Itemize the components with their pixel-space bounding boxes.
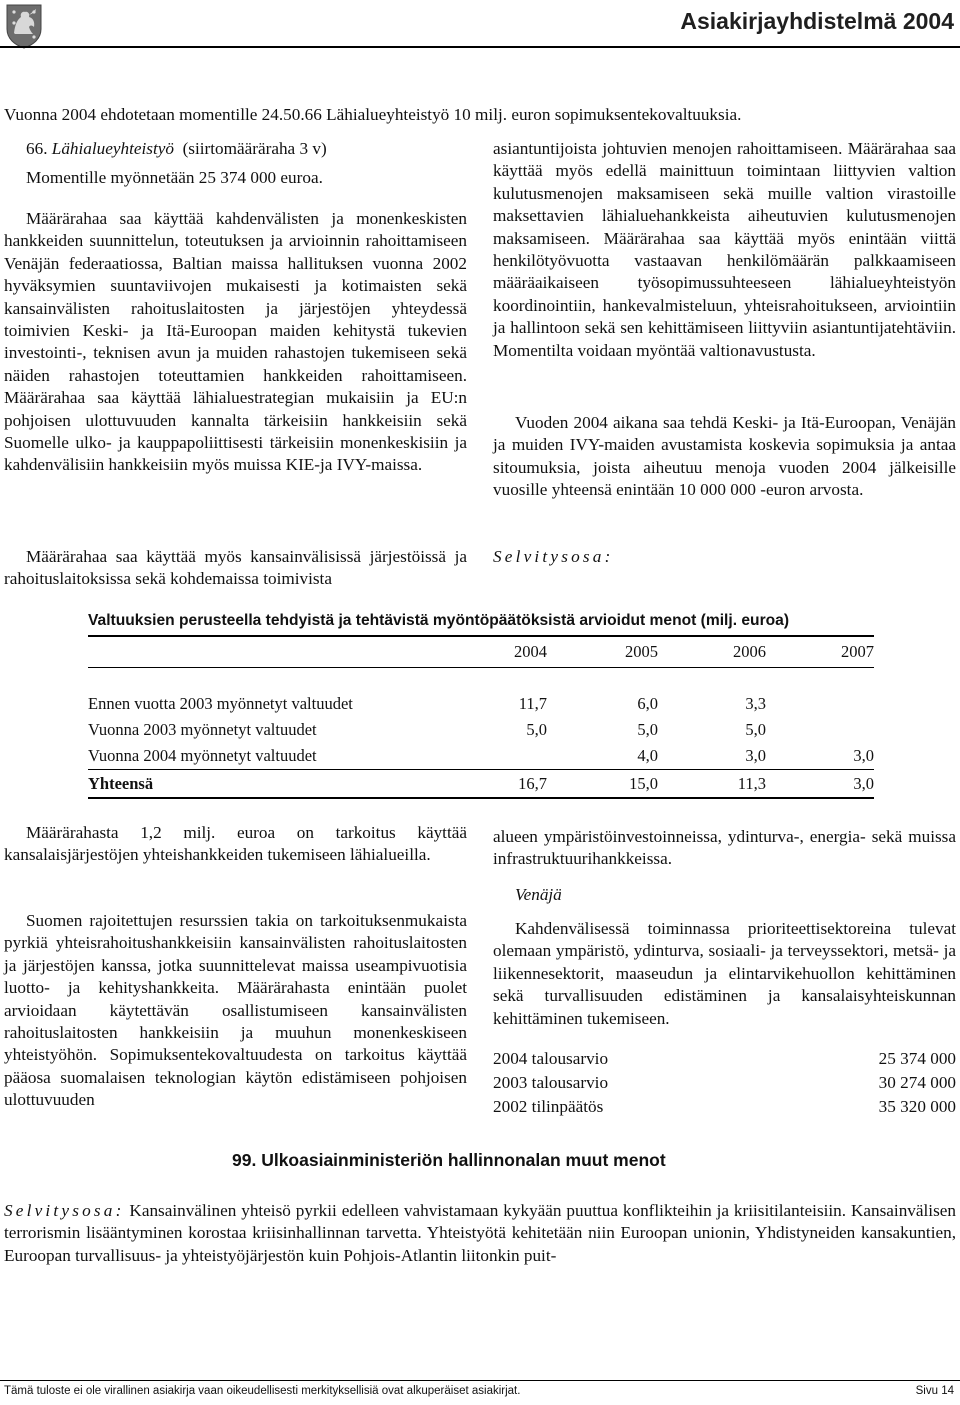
section-99-paragraph: [4, 1200, 956, 1267]
left-paragraph-2: Määrärahaa saa käyttää myös kansainvälisissä järjestöissä ja rahoituslaitoksissa sekä kohdemaissa toimivista: [4, 547, 467, 589]
budget-row-label: 2003 talousarvio: [493, 1073, 609, 1092]
table-row-label: Ennen vuotta 2003 myönnetyt valtuudet: [88, 694, 353, 713]
table-header-rule: [88, 667, 874, 668]
selvitysosa-label: Selvitysosa:: [4, 1201, 125, 1220]
budget-row-value: 35 320 000: [878, 1097, 956, 1116]
left-paragraph-1: Määrärahaa saa käyttää kahdenvälisten ja monenkeskisten hankkeiden suunnittelun, toteutuksen ja arvioinnin rahoittamiseen Venäjän federaatiossa, Baltian maissa hallituksen vuonna 2002 hyväksymien suuntaviivojen mukaisesti ja kotimaisten sekä kansainvälisten rahoituslaitosten ja järjestöjen yhteydessä toimivien Keski- ja Itä-Euroopan maiden kehitystä tukevien investointi-, teknisen avun ja muiden rahastojen tukemiseen sekä näiden rahastojen toteuttamien hankkeiden rahoittamiseen. Määrärahaa saa käyttää lähialuestrategian mukaisiin ja EU:n pohjoisen ulottuvuuden kannalta tärkeisiin hankkeisiin sekä Suomelle ulko- ja kauppapoliittisesti tärkeisiin monenkeskisiin ja kahdenvälisiin hankkeisiin myös muissa KIE-ja IVY-maissa.: [4, 209, 467, 475]
budget-row-label: 2002 tilinpäätös: [493, 1097, 604, 1116]
section-66-note: (siirtomääräraha 3 v): [182, 139, 327, 158]
page-number: Sivu 14: [915, 1385, 954, 1397]
right-paragraph-1: asiantuntijoista johtuvien menojen rahoittamiseen. Määrärahaa saa käyttää myös edellä mainittuun toimintaan liittyvien valtion kulutusmenojen maksamiseen sekä muille valtion virastoille maksettavien lähialuehankkeista aiheutuvien kulutusmenojen maksamiseen. Määrärahaa saa käyttää myös enintään viittä henkilötyövuotta vastaavan henkilömäärän palkkaamiseen määräaikaiseen työsopimussuhteeseen lähialueyhteistyön koordinointiin, hankevalmisteluun, yhteisrahoitukseen, arviointiin ja hallintoon sekä sen kehittämiseen liittyviin asiantuntijatehtäviin. Momentilta voidaan myöntää valtionavustusta.: [493, 139, 956, 360]
table-row-label: Vuonna 2004 myönnetyt valtuudet: [88, 746, 317, 765]
table-cell: 5,0: [745, 720, 766, 739]
right-paragraph-3: alueen ympäristöinvestoinneissa, ydinturva-, energia- sekä muissa infrastruktuurihankkeissa.: [493, 827, 956, 869]
table-cell: 3,0: [853, 746, 874, 765]
section-66-name: Lähialueyhteistyö: [51, 139, 174, 158]
table-total-cell: 11,3: [737, 774, 766, 793]
budget-row-label: 2004 talousarvio: [493, 1049, 609, 1068]
intro-text: Vuonna 2004 ehdotetaan momentille 24.50.66 Lähialueyhteistyö 10 milj. euron sopimuksentekovaltuuksia.: [4, 105, 742, 124]
table-total-cell: 15,0: [629, 774, 658, 793]
table-col-2006: 2006: [733, 642, 766, 661]
right-paragraph-4: Kahdenvälisessä toiminnassa prioriteettisektoreina tulevat olemaan ympäristö, ydinturva, sosiaali- ja terveyssektori, metsä- ja liikennesektorit, maaseudun ja elintarvikehuollon kehittäminen sekä turvallisuuden edistäminen ja kansalaisyhteiskunnan kehittäminen tukemiseen.: [493, 919, 956, 1028]
section-66-number: 66.: [26, 139, 48, 158]
table-row-label: Vuonna 2003 myönnetyt valtuudet: [88, 720, 317, 739]
left-paragraph-3: Määrärahasta 1,2 milj. euroa on tarkoitus käyttää kansalaisjärjestöjen yhteishankkeiden tukemiseen lähialueilla.: [4, 823, 467, 865]
table-title: Valtuuksien perusteella tehdyistä ja tehtävistä myöntöpäätöksistä arvioidut menot (milj. euroa): [88, 612, 790, 629]
header-divider: [0, 46, 960, 48]
right-paragraph-2: Vuoden 2004 aikana saa tehdä Keski- ja Itä-Euroopan, Venäjän ja muiden IVY-maiden avustamista koskevia sopimuksia ja antaa sitoumuksia, joista aiheutuu menoja vuoden 2004 jälkeisille vuosille yhteensä enintään 10 000 000 -euron arvosta.: [493, 413, 956, 500]
table-cell: 6,0: [637, 694, 658, 713]
document-title: Asiakirjayhdistelmä 2004: [680, 8, 954, 34]
table-cell: 4,0: [637, 746, 658, 765]
finnish-lion-emblem-icon: [5, 3, 43, 49]
table-col-2004: 2004: [514, 642, 547, 661]
section-99-heading: 99. Ulkoasiainministeriön hallinnonalan muut menot: [232, 1150, 666, 1170]
table-total-cell: 16,7: [518, 774, 547, 793]
table-cell: 5,0: [526, 720, 547, 739]
table-cell: 11,7: [518, 694, 547, 713]
budget-row-value: 30 274 000: [878, 1073, 956, 1092]
left-paragraph-4: Suomen rajoitettujen resurssien takia on tarkoituksenmukaista pyrkiä yhteisrahoitushankkeisiin kansainvälisten rahoituslaitosten ja järjestöjen kanssa, jotka suunnittelevat maissa useampivuotisia luotto- ja kehityshankkeita. Määrärahasta enintään puolet arvioidaan käytettävän osallistumiseen kansainvälisten rahoituslaitosten hankkeisiin ja muuhun monenkeskiseen yhteistyöhön. Sopimuksentekovaltuudesta on tarkoitus käyttää pääosa suomalaisen teknologian käytön edistämiseen pohjoisen ulottuvuuden: [4, 911, 467, 1110]
table-total-label: Yhteensä: [88, 774, 154, 793]
footer-divider: [0, 1380, 960, 1381]
table-total-rule: [88, 769, 874, 770]
table-col-2005: 2005: [625, 642, 658, 661]
section-99-text: Kansainvälinen yhteisö pyrkii edelleen vahvistamaan kykyään puuttua konflikteihin ja kriisitilanteisiin. Kansainvälisen terrorismin lisääntyminen korostaa kriisinhallinnan tarvetta. Yhteistyötä kehitetään niin Euroopan unionin, Yhdistyneiden kansakuntien, Euroopan turvallisuus- ja yhteistyöjärjestön kuin Pohjois-Atlantin liitonkin puit-: [4, 1201, 956, 1265]
selvitysosa-label: Selvitysosa:: [493, 547, 614, 566]
table-col-2007: 2007: [841, 642, 874, 661]
table-cell: 5,0: [637, 720, 658, 739]
section-66-title: [26, 138, 327, 160]
budget-row-value: 25 374 000: [878, 1049, 956, 1068]
table-total-cell: 3,0: [853, 774, 874, 793]
footer-disclaimer: Tämä tuloste ei ole virallinen asiakirja vaan oikeudellisesti merkityksellisiä ovat alkuperäiset asiakirjat.: [4, 1385, 521, 1397]
table-cell: 3,0: [745, 746, 766, 765]
table-top-rule: [88, 635, 874, 637]
table-cell: 3,3: [745, 694, 766, 713]
section-66-appropriation: Momentille myönnetään 25 374 000 euroa.: [26, 168, 323, 187]
subheading-venaja: Venäjä: [515, 885, 562, 904]
table-bottom-rule: [88, 797, 874, 799]
